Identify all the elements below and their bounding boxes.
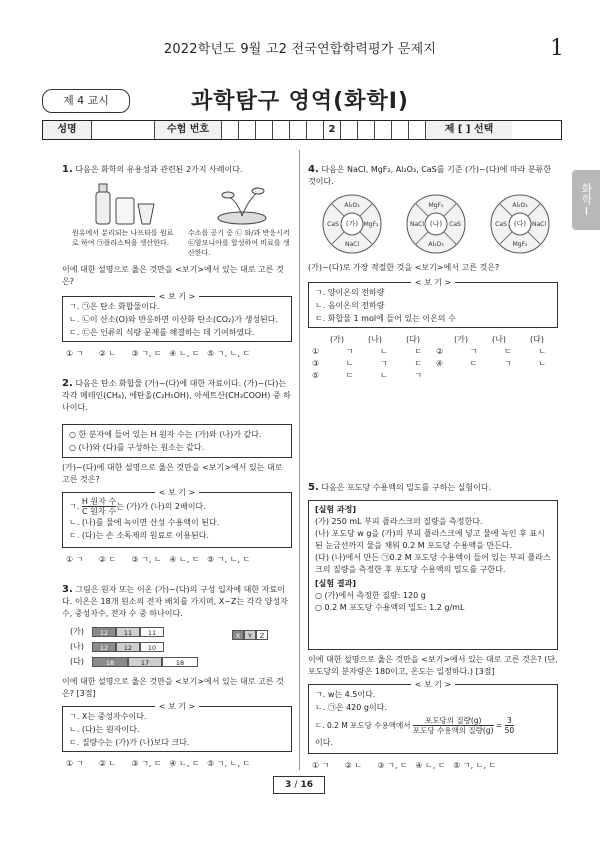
exam-digit-box[interactable] xyxy=(222,121,239,139)
id-bar xyxy=(42,120,562,140)
bogi-label: < 보 기 > xyxy=(411,680,456,689)
bogi-label: < 보 기 > xyxy=(155,702,200,711)
row-label: (다) xyxy=(70,657,84,666)
procedure-step: (가) 250 mL 부피 플라스크의 질량을 측정한다. xyxy=(315,517,483,526)
fraction: 포도당의 질량(g) 포도당 수용액의 질량(g) xyxy=(412,715,494,735)
column-divider xyxy=(299,150,300,770)
exam-digit-box[interactable] xyxy=(239,121,256,139)
row-label: (가) xyxy=(70,627,84,636)
bar-x: 18 xyxy=(92,657,128,667)
wheel-left-label: CaS xyxy=(327,221,339,228)
exam-digit-box[interactable] xyxy=(307,121,324,139)
exam-digit-box[interactable] xyxy=(358,121,375,139)
q1-case-b: 수소를 공기 중 ㉡ 와/과 반응시켜 ㉢암모니아를 합성하여 비료를 생산한다. xyxy=(188,229,290,257)
q4-stem: 4. 다음은 NaCl, MgF₂, Al₂O₃, CaS를 기준 (가)~(다)에 따라 분류한 것이다. xyxy=(308,164,552,186)
legend-y: Y xyxy=(244,630,256,640)
bogi-item: ㄱ. H 원자 수 C 원자 수 는 (가)가 (나)의 2배이다. xyxy=(69,496,206,516)
q5-bogi-box xyxy=(308,680,558,754)
wheel-bottom-label: MgF₂ xyxy=(512,241,528,248)
q5-question: 이에 대한 설명으로 옳은 것만을 <보기>에서 있는 대로 고른 것은? (단, 포도당의 분자량은 180이고, 온도는 일정하다.) [3점] xyxy=(308,655,558,676)
bogi-label: < 보 기 > xyxy=(411,278,456,287)
wheel-center-label: (다) xyxy=(513,220,527,228)
bar-y: 11 xyxy=(116,627,140,637)
exam-digit-box[interactable] xyxy=(273,121,290,139)
bogi-item: ㄴ. ㉡이 산소(O)와 반응하면 이산화 탄소(CO₂)가 생성된다. xyxy=(69,315,279,324)
plastic-bottles-illustration xyxy=(88,178,158,226)
bogi-item: ㄱ. 양이온의 전하량 xyxy=(315,288,385,297)
q5-experiment-box xyxy=(308,500,558,650)
fact-item: ○ 한 분자에 들어 있는 H 원자 수는 (가)와 (나)가 같다. xyxy=(69,430,262,439)
q2-choices[interactable]: ① ㄱ ② ㄷ ③ ㄱ, ㄴ ④ ㄴ, ㄷ ⑤ ㄱ, ㄴ, ㄷ xyxy=(66,555,251,564)
wheel-bottom-label: Al₂O₃ xyxy=(428,241,444,248)
wheel-top-label: MgF₂ xyxy=(428,202,444,209)
result-item: ○ (가)에서 측정한 질량: 120 g xyxy=(315,591,426,600)
q2-stem: 2. 다음은 탄소 화합물 (가)~(다)에 대한 자료이다. (가)~(다)는 각각 메테인(CH₄), 에탄올(C₂H₅OH), 아세트산(CH₃COOH) 중 하나이다. xyxy=(62,378,291,412)
footer-current-page: 3 xyxy=(284,780,292,790)
legend-z: Z xyxy=(256,630,268,640)
q3-question: 이에 대한 설명으로 옳은 것만을 <보기>에서 있는 대로 고른 것은? [3점] xyxy=(62,677,284,698)
page-number: 1 xyxy=(550,36,564,61)
fraction: H 원자 수 C 원자 수 xyxy=(81,496,117,516)
bar-z: 10 xyxy=(140,642,164,652)
select-label: 제 [ ] 선택 xyxy=(426,121,512,139)
bar-legend xyxy=(232,630,268,640)
wheel-top-label: Al₂O₃ xyxy=(344,202,360,209)
exam-digit-box[interactable] xyxy=(290,121,307,139)
bogi-item: ㄷ. ㉢은 인류의 식량 문제를 해결하는 데 기여하였다. xyxy=(69,328,255,337)
bogi-label: < 보 기 > xyxy=(155,488,200,497)
choice-option-2[interactable]: ② ㄱ ㄷ ㄴ xyxy=(436,347,546,356)
q3-bogi-box xyxy=(62,702,292,752)
subject-title: 과학탐구 영역(화학Ⅰ) xyxy=(191,89,409,114)
result-item: ○ 0.2 M 포도당 수용액의 밀도: 1.2 g/mL xyxy=(315,603,465,612)
choice-option-3[interactable]: ③ ㄴ ㄱ ㄷ xyxy=(312,359,422,368)
footer-total-pages: 16 xyxy=(300,780,314,790)
procedure-title: [실험 과정] xyxy=(315,505,357,514)
bogi-item: ㄴ. (다)는 원자이다. xyxy=(69,725,140,734)
wheel-da xyxy=(491,195,549,253)
name-label: 성명 xyxy=(43,121,92,139)
wheel-ga xyxy=(323,195,381,253)
fraction: $\frac{3}{50}$ xyxy=(504,715,515,735)
q4-question: (가)~(다)로 가장 적절한 것을 <보기>에서 고른 것은? xyxy=(308,263,500,272)
q2-facts-box xyxy=(62,424,292,458)
q1-case-a: 원유에서 분리되는 나프타를 원료로 하여 ㉠플라스틱을 생산한다. xyxy=(72,229,174,247)
q2-question: (가)~(다)에 대한 설명으로 옳은 것만을 <보기>에서 있는 대로 고른 것은? xyxy=(62,463,283,484)
bogi-item-tail: 이다. xyxy=(315,738,333,747)
bogi-item: ㄱ. w는 4.5이다. xyxy=(315,690,376,699)
wheel-right-label: MgF₂ xyxy=(363,221,379,228)
bar-z: 11 xyxy=(140,627,164,637)
fact-item: ○ (나)와 (다)를 구성하는 원소는 같다. xyxy=(69,443,205,452)
choice-option-5[interactable]: ⑤ ㄷ ㄴ ㄱ xyxy=(312,371,422,380)
choice-option-1[interactable]: ① ㄱ ㄴ ㄷ xyxy=(312,347,422,356)
bar-y: 17 xyxy=(128,657,162,667)
page-footer: 3 / 16 xyxy=(273,776,325,794)
q4-classification-wheels xyxy=(312,192,562,256)
procedure-step: (나) 포도당 w g을 (가)의 부피 플라스크에 넣고 물에 녹인 후 표시된 눈금선까지 물을 채워 0.2 M 포도당 수용액을 만든다. xyxy=(315,529,545,550)
bogi-label: < 보 기 > xyxy=(155,292,200,301)
bogi-item: ㄴ. (나)를 물에 녹이면 산성 수용액이 된다. xyxy=(69,518,220,527)
wheel-center-label: (나) xyxy=(429,220,443,228)
result-title: [실험 결과] xyxy=(315,579,357,588)
bogi-item: ㄷ. (다)는 손 소독제의 원료로 이용된다. xyxy=(69,531,209,540)
table-header: (가) (나) (다) xyxy=(330,335,420,344)
exam-digit-box[interactable] xyxy=(341,121,358,139)
bar-y: 12 xyxy=(116,642,140,652)
wheel-right-label: NaCl xyxy=(531,221,547,228)
period-badge: 제 4 교시 xyxy=(42,89,130,113)
wheel-na xyxy=(407,195,465,253)
table-header: (가) (나) (다) xyxy=(454,335,544,344)
exam-no-label: 수험 번호 xyxy=(155,121,222,139)
bar-x: 12 xyxy=(92,642,116,652)
wheel-center-label: (가) xyxy=(345,220,359,228)
exam-digit-box[interactable] xyxy=(409,121,426,139)
q1-question: 이에 대한 설명으로 옳은 것만을 <보기>에서 있는 대로 고른 것은? xyxy=(62,265,284,286)
name-field[interactable] xyxy=(92,121,155,139)
subject-side-tab: 화학Ⅰ xyxy=(572,170,600,230)
exam-digit-box[interactable] xyxy=(392,121,409,139)
q4-bogi-box xyxy=(308,278,558,328)
bogi-item: ㄴ. ㉠은 420 g이다. xyxy=(315,703,387,712)
bogi-item: ㄷ. 화합물 1 mol에 들어 있는 이온의 수 xyxy=(315,314,456,323)
bar-z: 18 xyxy=(162,657,198,667)
q5-choices[interactable]: ① ㄱ ② ㄴ ③ ㄱ, ㄷ ④ ㄴ, ㄷ ⑤ ㄱ, ㄴ, ㄷ xyxy=(312,761,497,770)
procedure-step: (다) (나)에서 만든 ㉠0.2 M 포도당 수용액이 들어 있는 부피 플라스크의 질량을 측정한 후 포도당 수용액의 밀도를 구한다. xyxy=(315,553,551,574)
legend-x: X xyxy=(232,630,244,640)
choice-option-4[interactable]: ④ ㄷ ㄱ ㄴ xyxy=(436,359,546,368)
exam-title: 2022학년도 9월 고2 전국연합학력평가 문제지 xyxy=(163,42,437,57)
q1-choices[interactable]: ① ㄱ ② ㄴ ③ ㄱ, ㄷ ④ ㄴ, ㄷ ⑤ ㄱ, ㄴ, ㄷ xyxy=(66,349,251,358)
q2-bogi-box xyxy=(62,488,292,548)
row-label: (나) xyxy=(70,642,84,651)
q3-stem: 3. 그림은 원자 또는 이온 (가)~(다)의 구성 입자에 대한 자료이다. 이온은 18개 원소의 전자 배치를 가지며, X~Z는 각각 양성자수, 중성자수, 전자 수 중 하나이다. xyxy=(62,584,288,618)
bar-x: 12 xyxy=(92,627,116,637)
wheel-top-label: Al₂O₃ xyxy=(512,202,528,209)
bogi-item: ㄱ. ㉠은 탄소 화합물이다. xyxy=(69,302,160,311)
bogi-item: ㄴ. 음이온의 전하량 xyxy=(315,301,385,310)
q3-choices[interactable]: ① ㄱ ② ㄴ ③ ㄱ, ㄷ ④ ㄴ, ㄷ ⑤ ㄱ, ㄴ, ㄷ xyxy=(66,759,251,768)
wheel-bottom-label: NaCl xyxy=(344,241,360,248)
wheel-right-label: CaS xyxy=(449,221,461,228)
wheel-left-label: CaS xyxy=(495,221,507,228)
wheel-left-label: NaCl xyxy=(409,221,425,228)
q3-bar-figure xyxy=(70,626,270,670)
bogi-item: ㄷ. 질량수는 (가)가 (나)보다 크다. xyxy=(69,738,190,747)
q1-bogi-box xyxy=(62,292,292,342)
q1-stem: 1. 다음은 화학의 유용성과 관련된 2가지 사례이다. xyxy=(62,164,243,175)
exam-digit-fixed: 2 xyxy=(324,121,341,139)
fertilizer-plant-illustration xyxy=(212,178,272,226)
bogi-item: ㄷ. 0.2 M 포도당 수용액에서 포도당의 질량(g) 포도당 수용액의 질량(g) = $\frac{3}{50}$ xyxy=(315,715,515,735)
exam-digit-box[interactable] xyxy=(256,121,273,139)
q5-stem: 5. 다음은 포도당 수용액의 밀도를 구하는 실험이다. xyxy=(308,482,492,493)
exam-digit-box[interactable] xyxy=(375,121,392,139)
bogi-item: ㄱ. X는 중성자수이다. xyxy=(69,712,147,721)
